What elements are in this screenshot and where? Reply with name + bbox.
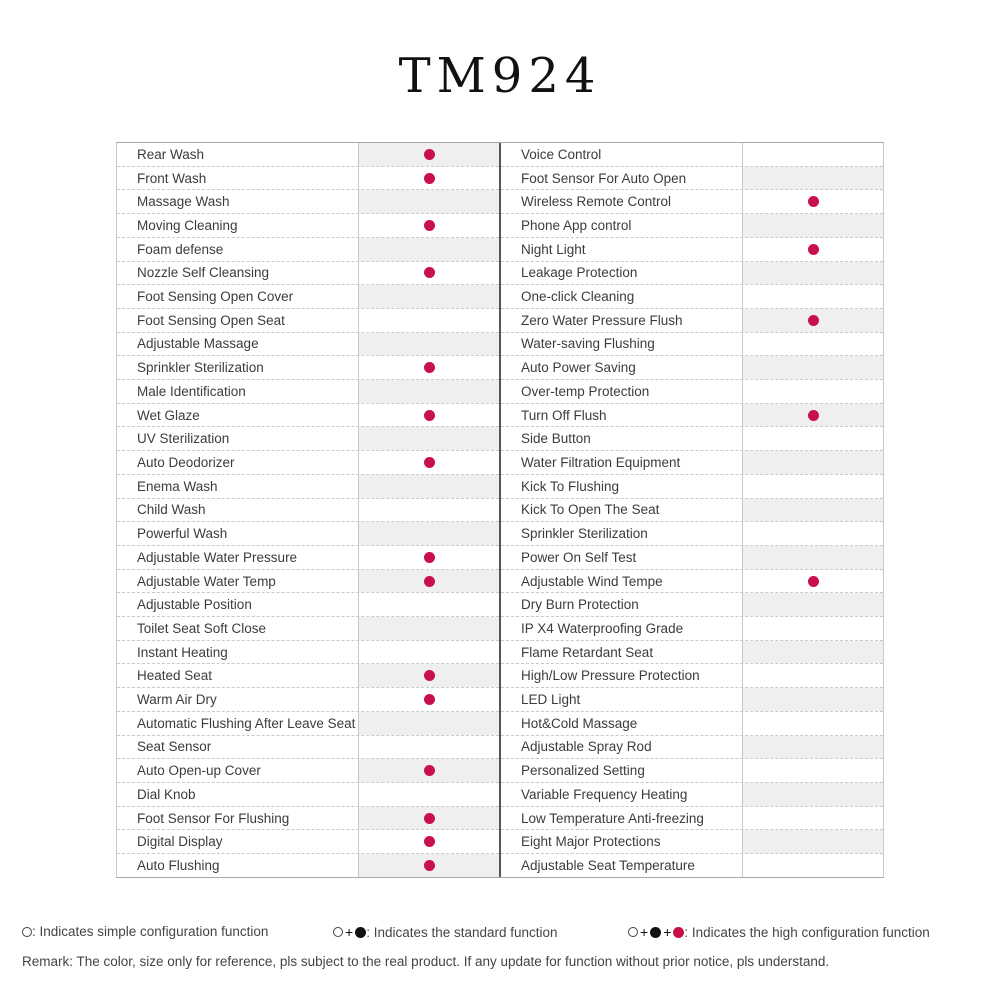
feature-row	[117, 356, 499, 380]
feature-row	[501, 285, 883, 309]
feature-row	[501, 309, 883, 333]
feature-row	[117, 522, 499, 546]
red-dot-icon	[424, 362, 435, 373]
feature-name: Zero Water Pressure Flush	[521, 312, 683, 328]
feature-mark-cell	[742, 143, 883, 166]
feature-mark-cell	[742, 664, 883, 687]
feature-mark-cell	[358, 380, 499, 403]
red-dot-icon	[424, 552, 435, 563]
feature-mark-cell	[742, 830, 883, 853]
feature-row	[501, 641, 883, 665]
feature-row	[501, 593, 883, 617]
feature-mark-cell	[358, 356, 499, 379]
plus-sign: +	[640, 924, 649, 940]
feature-mark-cell	[358, 712, 499, 735]
feature-column-left	[117, 143, 501, 877]
plus-sign: +	[345, 924, 354, 940]
feature-name: Side Button	[521, 431, 591, 447]
feature-mark-cell	[358, 451, 499, 474]
feature-name: Wet Glaze	[137, 407, 200, 423]
feature-mark-cell	[742, 333, 883, 356]
feature-row	[501, 356, 883, 380]
feature-mark-cell	[742, 167, 883, 190]
remark-text: Remark: The color, size only for reference, pls subject to the real product. If any update for function without prior notice, pls understand.	[22, 954, 830, 969]
red-dot-icon	[808, 576, 819, 587]
feature-row	[501, 404, 883, 428]
feature-mark-cell	[742, 522, 883, 545]
feature-name: Variable Frequency Heating	[521, 786, 688, 802]
feature-mark-cell	[358, 736, 499, 759]
legend-standard-text: : Indicates the standard function	[366, 924, 558, 940]
feature-name: Massage Wash	[137, 194, 230, 210]
feature-name: Adjustable Seat Temperature	[521, 857, 695, 873]
feature-mark-cell	[358, 214, 499, 237]
feature-mark-cell	[742, 380, 883, 403]
feature-row	[117, 333, 499, 357]
feature-row	[501, 759, 883, 783]
red-dot-icon	[424, 220, 435, 231]
feature-mark-cell	[742, 617, 883, 640]
feature-row	[501, 143, 883, 167]
red-dot-icon	[673, 927, 684, 938]
feature-name: Instant Heating	[137, 644, 228, 660]
feature-name: Water Filtration Equipment	[521, 454, 681, 470]
feature-mark-cell	[742, 499, 883, 522]
feature-row	[501, 807, 883, 831]
red-dot-icon	[808, 315, 819, 326]
feature-name: Seat Sensor	[137, 739, 212, 755]
legend-simple	[22, 924, 268, 939]
feature-row	[117, 451, 499, 475]
feature-row	[117, 475, 499, 499]
legend-standard	[333, 924, 558, 940]
feature-name: Turn Off Flush	[521, 407, 607, 423]
feature-row	[501, 854, 883, 877]
red-dot-icon	[808, 244, 819, 255]
feature-row	[117, 854, 499, 877]
feature-row	[501, 712, 883, 736]
feature-mark-cell	[742, 451, 883, 474]
feature-mark-cell	[742, 356, 883, 379]
red-dot-icon	[424, 457, 435, 468]
red-dot-icon	[424, 670, 435, 681]
feature-mark-cell	[742, 593, 883, 616]
feature-name: Auto Open-up Cover	[137, 763, 261, 779]
feature-name: Child Wash	[137, 502, 206, 518]
feature-row	[501, 546, 883, 570]
feature-name: Foot Sensor For Auto Open	[521, 170, 687, 186]
feature-mark-cell	[358, 688, 499, 711]
feature-row	[117, 546, 499, 570]
red-dot-icon	[424, 694, 435, 705]
feature-row	[117, 807, 499, 831]
red-dot-icon	[424, 410, 435, 421]
feature-row	[117, 617, 499, 641]
feature-mark-cell	[358, 593, 499, 616]
feature-name: Kick To Open The Seat	[521, 502, 660, 518]
feature-name: Heated Seat	[137, 668, 213, 684]
feature-mark-cell	[742, 238, 883, 261]
feature-mark-cell	[358, 759, 499, 782]
feature-row	[117, 570, 499, 594]
feature-row	[117, 167, 499, 191]
legend-high-text: : Indicates the high configuration function	[684, 924, 930, 940]
open-circle-icon	[333, 927, 343, 937]
feature-row	[117, 759, 499, 783]
feature-name: One-click Cleaning	[521, 289, 635, 305]
feature-mark-cell	[358, 499, 499, 522]
feature-mark-cell	[358, 238, 499, 261]
red-dot-icon	[424, 860, 435, 871]
feature-mark-cell	[358, 427, 499, 450]
feature-mark-cell	[358, 830, 499, 853]
feature-mark-cell	[742, 807, 883, 830]
feature-mark-cell	[358, 333, 499, 356]
feature-row	[117, 190, 499, 214]
feature-row	[117, 427, 499, 451]
feature-row	[117, 238, 499, 262]
feature-row	[501, 783, 883, 807]
red-dot-icon	[424, 765, 435, 776]
feature-row	[117, 309, 499, 333]
feature-name: Hot&Cold Massage	[521, 715, 638, 731]
feature-name: Dial Knob	[137, 786, 196, 802]
feature-row	[501, 451, 883, 475]
feature-mark-cell	[358, 522, 499, 545]
feature-mark-cell	[742, 214, 883, 237]
red-dot-icon	[424, 836, 435, 847]
feature-mark-cell	[742, 427, 883, 450]
feature-name: Front Wash	[137, 170, 207, 186]
feature-name: Enema Wash	[137, 478, 218, 494]
feature-row	[117, 262, 499, 286]
feature-name: Sprinkler Sterilization	[137, 360, 264, 376]
feature-name: UV Sterilization	[137, 431, 230, 447]
feature-name: High/Low Pressure Protection	[521, 668, 700, 684]
feature-mark-cell	[358, 262, 499, 285]
feature-row	[117, 143, 499, 167]
feature-row	[117, 593, 499, 617]
feature-name: Toilet Seat Soft Close	[137, 620, 267, 636]
feature-row	[501, 475, 883, 499]
feature-mark-cell	[358, 617, 499, 640]
feature-name: Moving Cleaning	[137, 217, 238, 233]
feature-mark-cell	[358, 783, 499, 806]
feature-mark-cell	[358, 309, 499, 332]
feature-name: Foot Sensing Open Cover	[137, 289, 294, 305]
feature-name: Dry Burn Protection	[521, 597, 639, 613]
feature-mark-cell	[358, 854, 499, 877]
feature-name: LED Light	[521, 692, 581, 708]
feature-row	[501, 167, 883, 191]
feature-mark-cell	[742, 736, 883, 759]
feature-column-right	[501, 143, 883, 877]
feature-mark-cell	[358, 143, 499, 166]
open-circle-icon	[628, 927, 638, 937]
feature-mark-cell	[358, 664, 499, 687]
black-dot-icon	[650, 927, 661, 938]
feature-mark-cell	[742, 783, 883, 806]
feature-row	[117, 712, 499, 736]
page-title: TM924	[398, 48, 602, 104]
plus-sign: +	[663, 924, 672, 940]
feature-row	[117, 830, 499, 854]
feature-row	[117, 380, 499, 404]
feature-name: Auto Flushing	[137, 857, 220, 873]
feature-name: Auto Power Saving	[521, 360, 636, 376]
feature-name: Rear Wash	[137, 146, 205, 162]
feature-mark-cell	[742, 759, 883, 782]
red-dot-icon	[424, 813, 435, 824]
red-dot-icon	[808, 410, 819, 421]
feature-row	[501, 570, 883, 594]
feature-row	[501, 664, 883, 688]
feature-mark-cell	[742, 190, 883, 213]
feature-mark-cell	[742, 404, 883, 427]
red-dot-icon	[424, 576, 435, 587]
feature-name: Kick To Flushing	[521, 478, 620, 494]
feature-name: Foot Sensor For Flushing	[137, 810, 290, 826]
feature-name: Over-temp Protection	[521, 383, 650, 399]
feature-name: Power On Self Test	[521, 549, 637, 565]
feature-name: Foot Sensing Open Seat	[137, 312, 285, 328]
feature-name: Powerful Wash	[137, 526, 228, 542]
feature-row	[501, 617, 883, 641]
red-dot-icon	[424, 267, 435, 278]
feature-name: Sprinkler Sterilization	[521, 526, 648, 542]
feature-name: Adjustable Position	[137, 597, 252, 613]
feature-row	[501, 238, 883, 262]
feature-row	[501, 688, 883, 712]
feature-mark-cell	[742, 546, 883, 569]
feature-name: Foam defense	[137, 241, 224, 257]
feature-mark-cell	[358, 167, 499, 190]
legend-high	[628, 924, 930, 940]
feature-name: Low Temperature Anti-freezing	[521, 810, 704, 826]
feature-name: Automatic Flushing After Leave Seat	[137, 715, 356, 731]
feature-mark-cell	[742, 285, 883, 308]
feature-name: Voice Control	[521, 146, 602, 162]
feature-table	[116, 142, 884, 878]
feature-row	[501, 499, 883, 523]
black-dot-icon	[355, 927, 366, 938]
feature-mark-cell	[742, 309, 883, 332]
feature-row	[501, 380, 883, 404]
feature-row	[117, 404, 499, 428]
feature-name: Warm Air Dry	[137, 692, 217, 708]
feature-row	[117, 736, 499, 760]
feature-name: Leakage Protection	[521, 265, 638, 281]
feature-name: Adjustable Water Temp	[137, 573, 276, 589]
feature-row	[117, 499, 499, 523]
red-dot-icon	[424, 149, 435, 160]
feature-row	[501, 427, 883, 451]
feature-row	[117, 641, 499, 665]
feature-row	[117, 214, 499, 238]
feature-row	[501, 190, 883, 214]
feature-row	[501, 262, 883, 286]
feature-row	[501, 830, 883, 854]
feature-name: Nozzle Self Cleansing	[137, 265, 270, 281]
feature-mark-cell	[742, 475, 883, 498]
feature-mark-cell	[358, 404, 499, 427]
feature-mark-cell	[742, 712, 883, 735]
red-dot-icon	[424, 173, 435, 184]
feature-name: IP X4 Waterproofing Grade	[521, 620, 684, 636]
feature-name: Night Light	[521, 241, 586, 257]
feature-row	[117, 664, 499, 688]
feature-row	[501, 736, 883, 760]
feature-mark-cell	[742, 262, 883, 285]
feature-row	[501, 214, 883, 238]
feature-mark-cell	[742, 854, 883, 877]
feature-name: Auto Deodorizer	[137, 454, 235, 470]
feature-mark-cell	[742, 570, 883, 593]
feature-name: Digital Display	[137, 834, 223, 850]
feature-name: Water-saving Flushing	[521, 336, 655, 352]
feature-name: Adjustable Spray Rod	[521, 739, 652, 755]
feature-mark-cell	[358, 285, 499, 308]
legend-simple-text: : Indicates simple configuration function	[32, 924, 269, 939]
feature-row	[117, 688, 499, 712]
feature-mark-cell	[742, 688, 883, 711]
feature-name: Adjustable Massage	[137, 336, 259, 352]
feature-row	[501, 333, 883, 357]
open-circle-icon	[22, 927, 32, 937]
feature-mark-cell	[358, 475, 499, 498]
feature-mark-cell	[358, 190, 499, 213]
red-dot-icon	[808, 196, 819, 207]
feature-name: Flame Retardant Seat	[521, 644, 654, 660]
feature-name: Wireless Remote Control	[521, 194, 672, 210]
feature-row	[117, 285, 499, 309]
feature-name: Personalized Setting	[521, 763, 645, 779]
feature-name: Phone App control	[521, 217, 632, 233]
feature-mark-cell	[742, 641, 883, 664]
feature-mark-cell	[358, 641, 499, 664]
feature-mark-cell	[358, 807, 499, 830]
feature-name: Adjustable Wind Tempe	[521, 573, 663, 589]
feature-name: Eight Major Protections	[521, 834, 661, 850]
feature-row	[117, 783, 499, 807]
feature-name: Adjustable Water Pressure	[137, 549, 298, 565]
feature-mark-cell	[358, 546, 499, 569]
feature-name: Male Identification	[137, 383, 246, 399]
feature-row	[501, 522, 883, 546]
feature-mark-cell	[358, 570, 499, 593]
